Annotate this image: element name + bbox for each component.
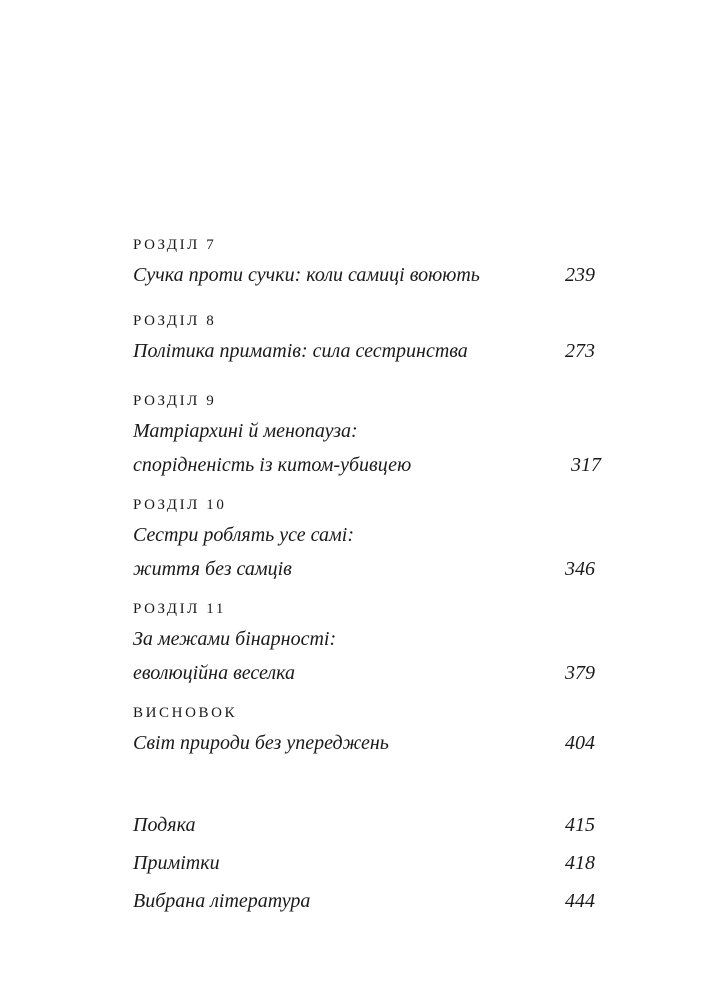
page-number: 317 (571, 454, 601, 476)
chapter-title-line: За межами бінарності: (133, 628, 337, 650)
page-number: 418 (565, 852, 595, 874)
chapter-title-line: Матріархині й менопауза: (133, 420, 358, 442)
chapter-title (133, 258, 595, 292)
chapter-label: РОЗДІЛ 10 (133, 497, 227, 513)
chapter-title (133, 518, 595, 586)
chapter-label: РОЗДІЛ 9 (133, 393, 217, 409)
backmatter-title: Вибрана література (133, 890, 311, 912)
chapter-title (133, 334, 595, 368)
toc-entry-acknowledgments[interactable] (133, 808, 595, 842)
toc-entry-chapter-11[interactable] (133, 598, 595, 690)
page-number: 404 (565, 732, 595, 754)
chapter-title-line: Сестри роблять усе самі: (133, 524, 354, 546)
toc-entry-conclusion[interactable] (133, 702, 595, 760)
page-number: 379 (565, 662, 595, 684)
toc-entry-chapter-8[interactable] (133, 310, 595, 368)
chapter-title (133, 622, 595, 690)
page-number: 415 (565, 814, 595, 836)
page-number: 239 (565, 264, 595, 286)
toc-entry-bibliography[interactable] (133, 884, 595, 918)
toc-entry-notes[interactable] (133, 846, 595, 880)
chapter-title-line: Сучка проти сучки: коли самиці воюють (133, 264, 480, 286)
toc-entry-chapter-10[interactable] (133, 494, 595, 586)
page-number: 273 (565, 340, 595, 362)
page-number: 444 (565, 890, 595, 912)
chapter-title (133, 726, 595, 760)
toc-entry-chapter-7[interactable] (133, 234, 595, 292)
chapter-label: ВИСНОВОК (133, 705, 238, 721)
page-number: 346 (565, 558, 595, 580)
chapter-title-line: життя без самців (133, 558, 292, 580)
chapter-label: РОЗДІЛ 7 (133, 237, 217, 253)
toc-entry-chapter-9[interactable] (133, 390, 601, 482)
chapter-title-line: спорідненість із китом-убивцею (133, 454, 412, 476)
chapter-label: РОЗДІЛ 8 (133, 313, 217, 329)
chapter-title-line: еволюційна веселка (133, 662, 295, 684)
chapter-label: РОЗДІЛ 11 (133, 601, 226, 617)
chapter-title (133, 414, 601, 482)
chapter-title-line: Світ природи без упереджень (133, 732, 389, 754)
backmatter-title: Примітки (133, 852, 220, 874)
backmatter-title: Подяка (133, 814, 196, 836)
chapter-title-line: Політика приматів: сила сестринства (133, 340, 468, 362)
